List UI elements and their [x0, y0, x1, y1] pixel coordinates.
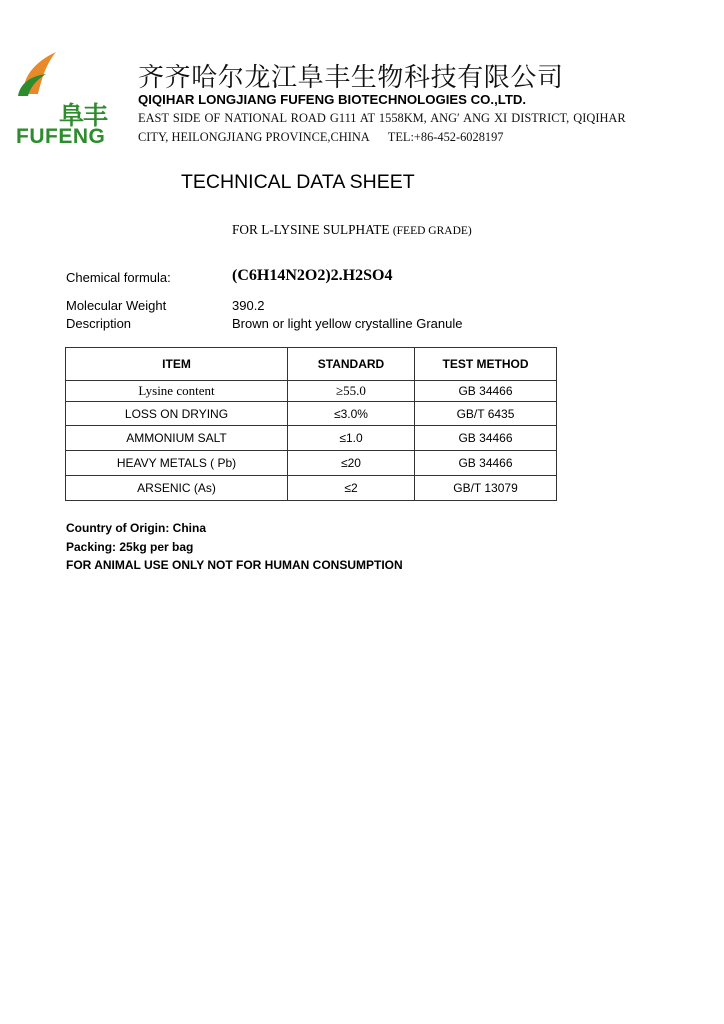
- table-row: [66, 381, 557, 402]
- document-title: TECHNICAL DATA SHEET: [181, 171, 415, 193]
- standard-cell: ≤2: [288, 476, 415, 501]
- table-header-row: [66, 348, 557, 381]
- company-address-line1: EAST SIDE OF NATIONAL ROAD G111 AT 1558KM, ANG′ ANG XI DISTRICT, QIQIHAR: [138, 111, 626, 125]
- method-cell: GB 34466: [415, 426, 557, 451]
- method-cell: GB 34466: [415, 381, 557, 402]
- product-name: FOR L-LYSINE SULPHATE: [232, 222, 390, 237]
- standard-cell: ≤20: [288, 451, 415, 476]
- table-row: [66, 476, 557, 501]
- item-cell: Lysine content: [66, 381, 288, 402]
- standard-cell: ≤1.0: [288, 426, 415, 451]
- product-subtitle: [232, 222, 472, 238]
- logo-chinese-text: 阜丰: [59, 101, 108, 130]
- company-name-chinese: 齐齐哈尔龙江阜丰生物科技有限公司: [138, 63, 564, 93]
- country-of-origin-note: Country of Origin: China: [66, 521, 206, 535]
- animal-use-warning: FOR ANIMAL USE ONLY NOT FOR HUMAN CONSUMPTION: [66, 558, 403, 572]
- chemical-formula-label: Chemical formula:: [66, 270, 171, 285]
- company-name-english: QIQIHAR LONGJIANG FUFENG BIOTECHNOLOGIES CO.,LTD.: [138, 92, 527, 107]
- item-cell: LOSS ON DRYING: [66, 402, 288, 426]
- item-cell: HEAVY METALS ( Pb): [66, 451, 288, 476]
- logo-english-text: FUFENG: [16, 125, 106, 148]
- product-grade: (FEED GRADE): [392, 225, 472, 237]
- standard-cell: ≥55.0: [288, 381, 415, 402]
- leaf-flame-icon: [16, 48, 62, 98]
- item-cell: ARSENIC (As): [66, 476, 288, 501]
- company-address-line2: [138, 130, 503, 145]
- column-header-test-method: TEST METHOD: [415, 348, 557, 381]
- specification-table: [65, 347, 557, 501]
- table-row: [66, 426, 557, 451]
- description-label: Description: [66, 316, 132, 331]
- standard-cell: ≤3.0%: [288, 402, 415, 426]
- table-row: [66, 402, 557, 426]
- column-header-item: ITEM: [66, 348, 288, 381]
- molecular-weight-value: 390.2: [232, 298, 265, 313]
- item-cell: AMMONIUM SALT: [66, 426, 288, 451]
- packing-note: Packing: 25kg per bag: [66, 540, 194, 554]
- description-value: Brown or light yellow crystalline Granule: [232, 316, 463, 331]
- address-city: CITY, HEILONGJIANG PROVINCE,CHINA: [138, 130, 370, 144]
- fufeng-logo: [16, 48, 128, 150]
- chemical-formula-value: (C6H14N2O2)2.H2SO4: [232, 267, 393, 284]
- method-cell: GB/T 13079: [415, 476, 557, 501]
- company-telephone: TEL:+86-452-6028197: [387, 130, 504, 144]
- column-header-standard: STANDARD: [288, 348, 415, 381]
- method-cell: GB/T 6435: [415, 402, 557, 426]
- molecular-weight-label: Molecular Weight: [66, 298, 167, 313]
- table-row: [66, 451, 557, 476]
- method-cell: GB 34466: [415, 451, 557, 476]
